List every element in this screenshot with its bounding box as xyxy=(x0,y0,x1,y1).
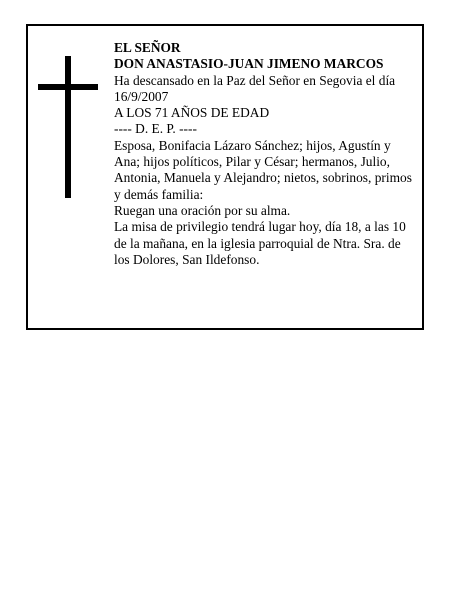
mass-info: La misa de privilegio tendrá lugar hoy, día 18, a las 10 de la mañana, en la iglesia parroquial de Ntra. Sra. de los Dolores, San Ildefonso. xyxy=(114,219,406,267)
notice-title: EL SEÑOR xyxy=(114,40,181,55)
deceased-name: DON ANASTASIO-JUAN JIMENO MARCOS xyxy=(114,56,384,72)
notice-text-block xyxy=(114,40,414,268)
obituary-notice xyxy=(26,24,424,330)
prayer-request: Ruegan una oración por su alma. xyxy=(114,202,291,218)
age-statement: A LOS 71 AÑOS DE EDAD xyxy=(114,105,270,121)
family-list: Esposa, Bonifacia Lázaro Sánchez; hijos, Agustín y Ana; hijos políticos, Pilar y César; hermanos, Julio, Antonia, Manuela y Alejandro; nietos, sobrinos, primos y demás familia: xyxy=(114,137,412,202)
cross-vertical-bar xyxy=(65,56,71,198)
rip-line: ---- D. E. P. ---- xyxy=(114,121,197,137)
cross-icon xyxy=(38,56,98,198)
cross-horizontal-bar xyxy=(38,84,98,90)
death-statement: Ha descansado en la Paz del Señor en Segovia el día 16/9/2007 xyxy=(114,72,396,104)
